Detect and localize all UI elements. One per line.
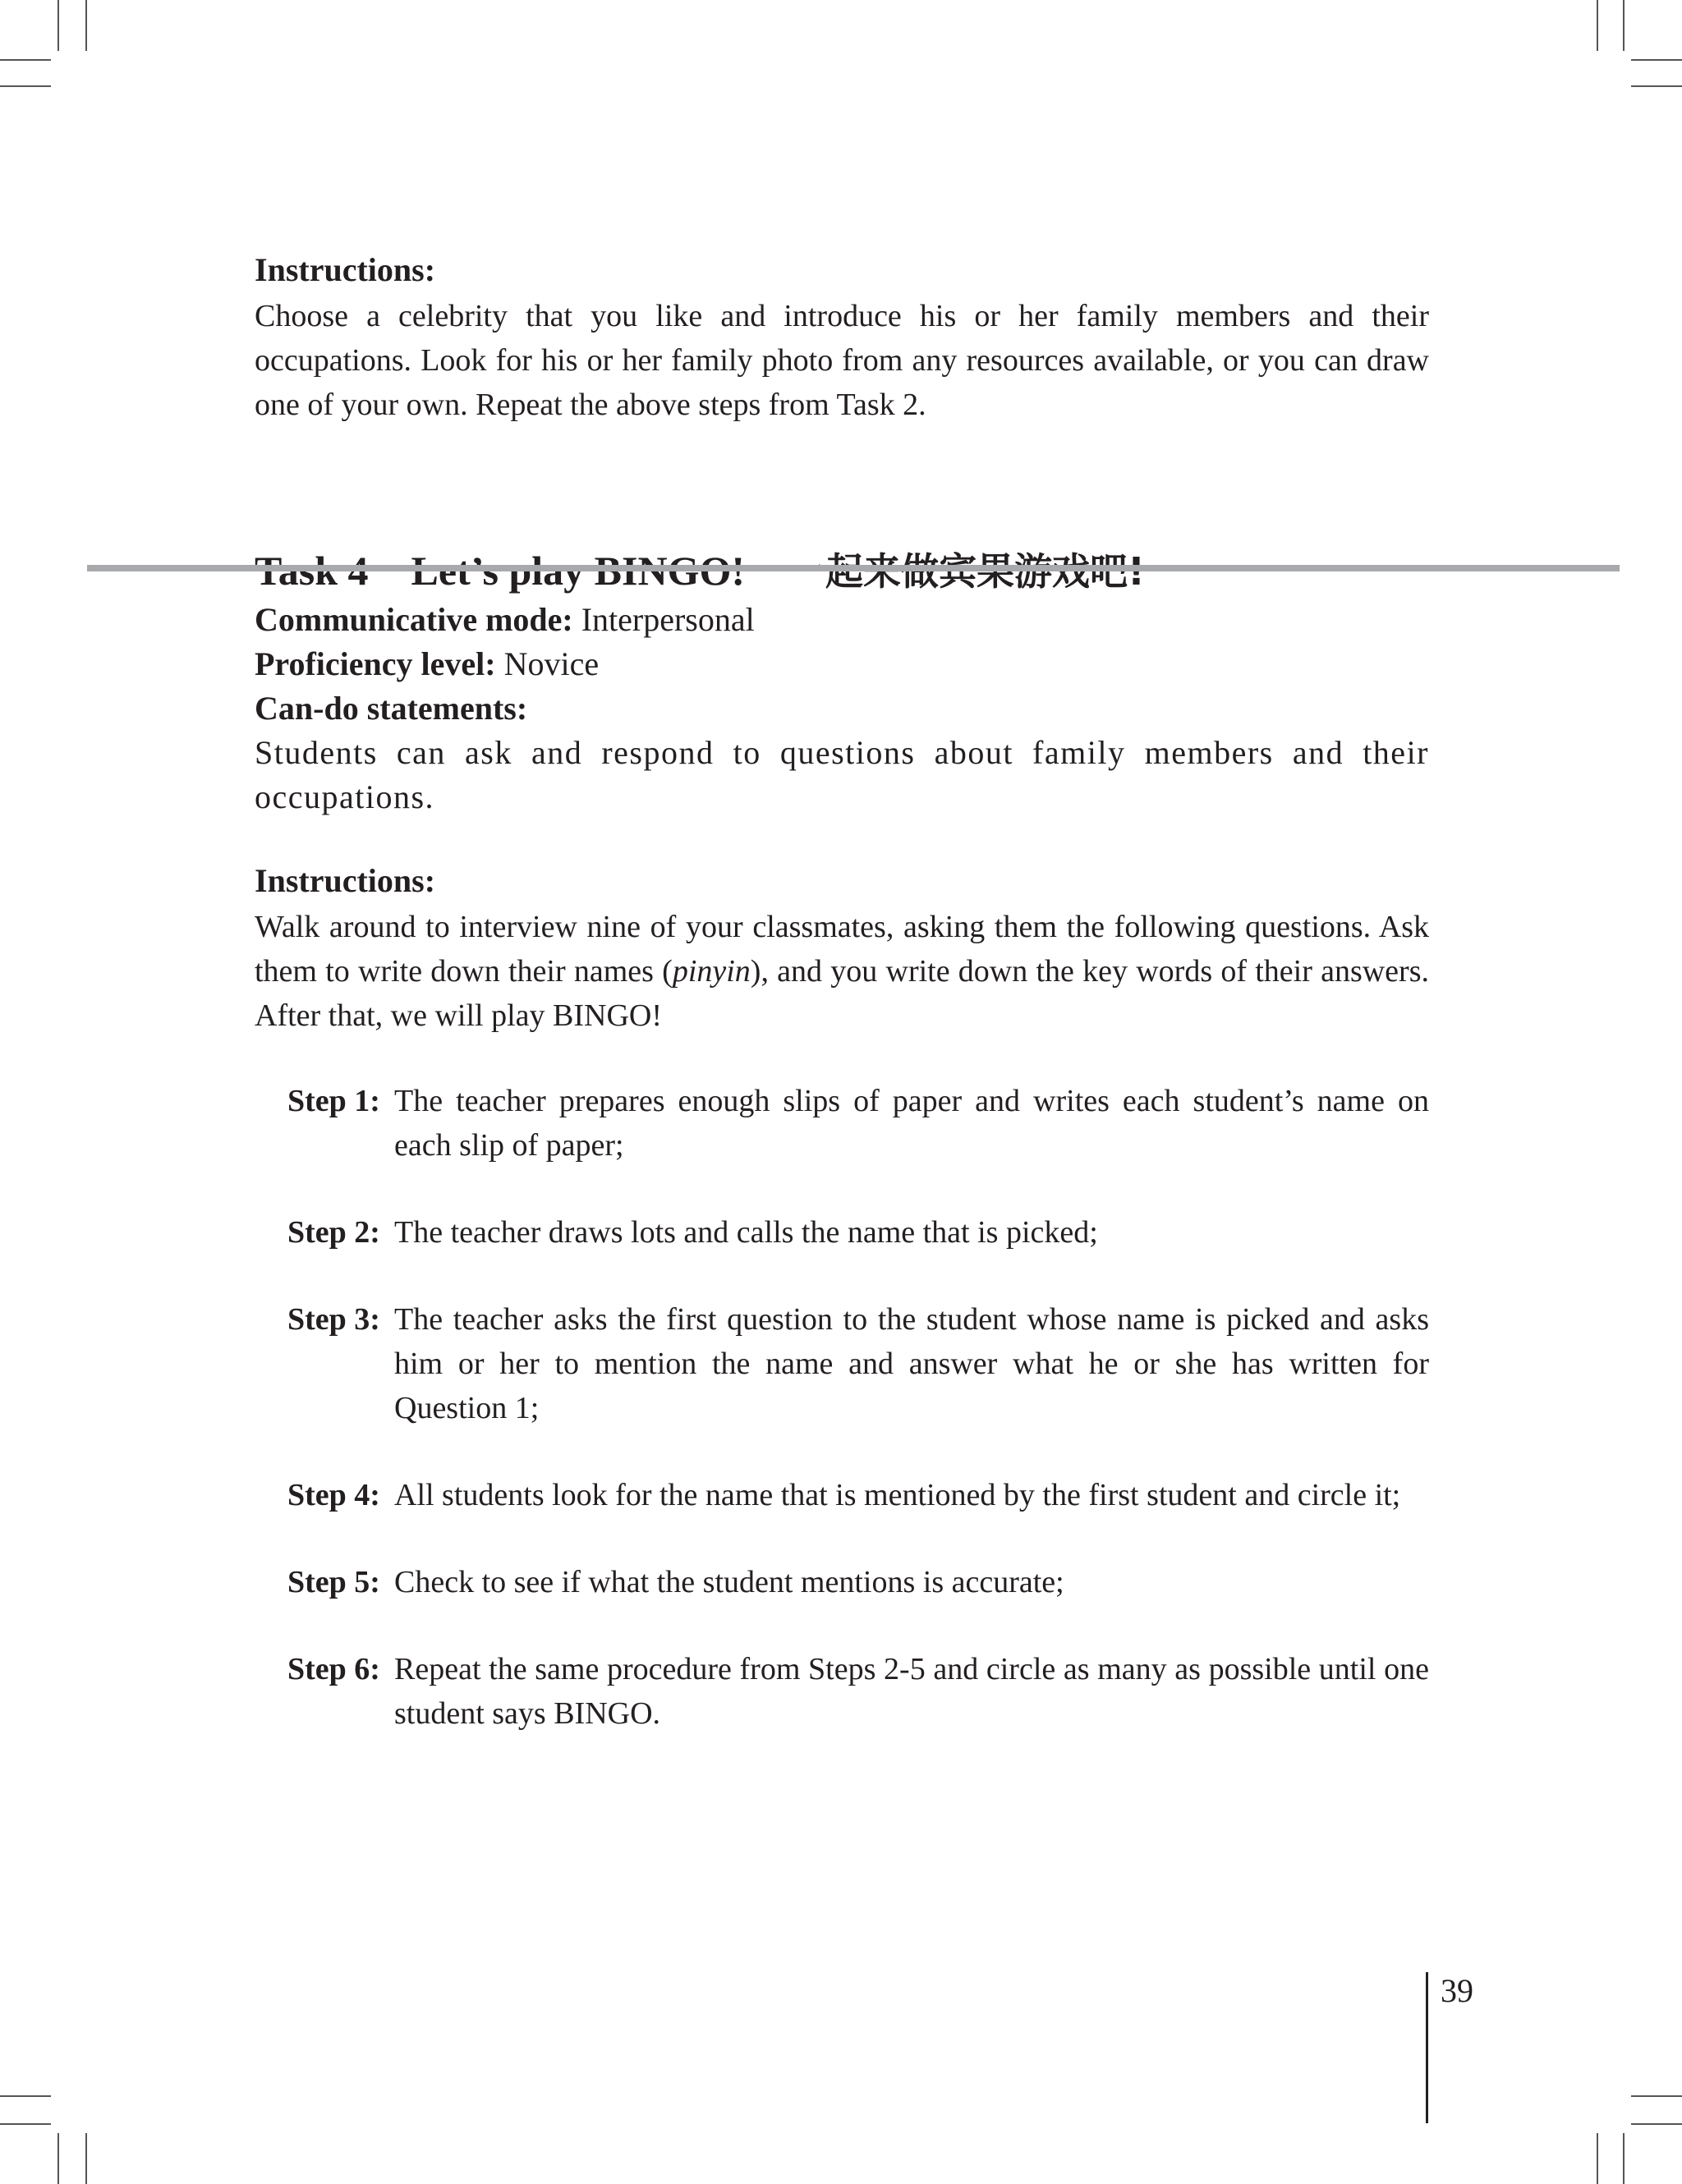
- instructions-text-2-italic: pinyin: [672, 954, 751, 989]
- crop-mark: [0, 2095, 51, 2097]
- step-item: [287, 1297, 1429, 1430]
- crop-mark: [57, 2133, 59, 2184]
- crop-mark: [1631, 85, 1682, 87]
- step-label: Step 6:: [287, 1652, 380, 1686]
- crop-mark: [1631, 59, 1682, 61]
- crop-mark: [85, 2133, 87, 2184]
- step-label: Step 1:: [287, 1084, 380, 1118]
- page-number: 39: [1441, 1972, 1473, 2009]
- page-number-rule: [1426, 1972, 1428, 2123]
- communicative-mode-label: Communicative mode:: [255, 601, 573, 638]
- crop-mark: [1631, 2123, 1682, 2125]
- proficiency-level-label: Proficiency level:: [255, 645, 496, 682]
- crop-mark: [57, 0, 59, 51]
- section-divider: [87, 565, 1620, 571]
- crop-mark: [1631, 2095, 1682, 2097]
- step-label: Step 4:: [287, 1478, 380, 1512]
- crop-mark: [1597, 2133, 1598, 2184]
- proficiency-level-value: Novice: [503, 645, 600, 682]
- instructions-heading: Instructions:: [255, 251, 436, 288]
- crop-mark: [85, 0, 87, 51]
- step-label: Step 2:: [287, 1215, 380, 1250]
- instructions-text: Choose a celebrity that you like and introduce his or her family members and their occupations. Look for his or her family photo from any resources available, or you can draw one of your own. Repeat the above steps from Task 2.: [255, 299, 1429, 422]
- task-meta: [255, 598, 1429, 819]
- crop-mark: [0, 85, 51, 87]
- instructions-text-2-end: ), and you write down the key words of their answers. After that, we will play BINGO!: [255, 954, 1429, 1033]
- crop-mark: [1623, 0, 1625, 51]
- step-text: The teacher prepares enough slips of paper and writes each student’s name on each slip of paper;: [394, 1084, 1429, 1163]
- instructions-text-2-start: Walk around to interview nine of your classmates, asking them the following questions. Ask them to write down their names (: [255, 910, 1429, 989]
- step-item: [287, 1210, 1429, 1255]
- crop-mark: [1623, 2133, 1625, 2184]
- step-text: The teacher asks the first question to the student whose name is picked and asks him or her to mention the name and answer what he or she has written for Question 1;: [394, 1302, 1429, 1425]
- crop-mark: [0, 2123, 51, 2125]
- step-item: [287, 1079, 1429, 1168]
- step-text: Check to see if what the student mentions is accurate;: [394, 1565, 1064, 1599]
- instructions-heading-2: Instructions:: [255, 862, 436, 899]
- steps-list: [287, 1079, 1429, 1778]
- can-do-label: Can-do statements:: [255, 690, 528, 727]
- instructions-text-2: [255, 905, 1429, 1038]
- step-label: Step 3:: [287, 1302, 380, 1337]
- step-text: All students look for the name that is mentioned by the first student and circle it;: [394, 1478, 1401, 1512]
- proficiency-level: [255, 642, 1429, 686]
- crop-mark: [1597, 0, 1598, 51]
- step-text: The teacher draws lots and calls the name that is picked;: [394, 1215, 1098, 1250]
- step-item: [287, 1560, 1429, 1604]
- step-item: [287, 1647, 1429, 1736]
- can-do-heading: [255, 686, 1429, 731]
- step-text: Repeat the same procedure from Steps 2-5 and circle as many as possible until one student says BINGO.: [394, 1652, 1429, 1731]
- can-do-text: Students can ask and respond to questions about family members and their occupations.: [255, 734, 1429, 815]
- crop-mark: [0, 59, 51, 61]
- step-item: [287, 1473, 1429, 1517]
- communicative-mode-value: Interpersonal: [581, 601, 755, 638]
- communicative-mode: [255, 598, 1429, 642]
- step-label: Step 5:: [287, 1565, 380, 1599]
